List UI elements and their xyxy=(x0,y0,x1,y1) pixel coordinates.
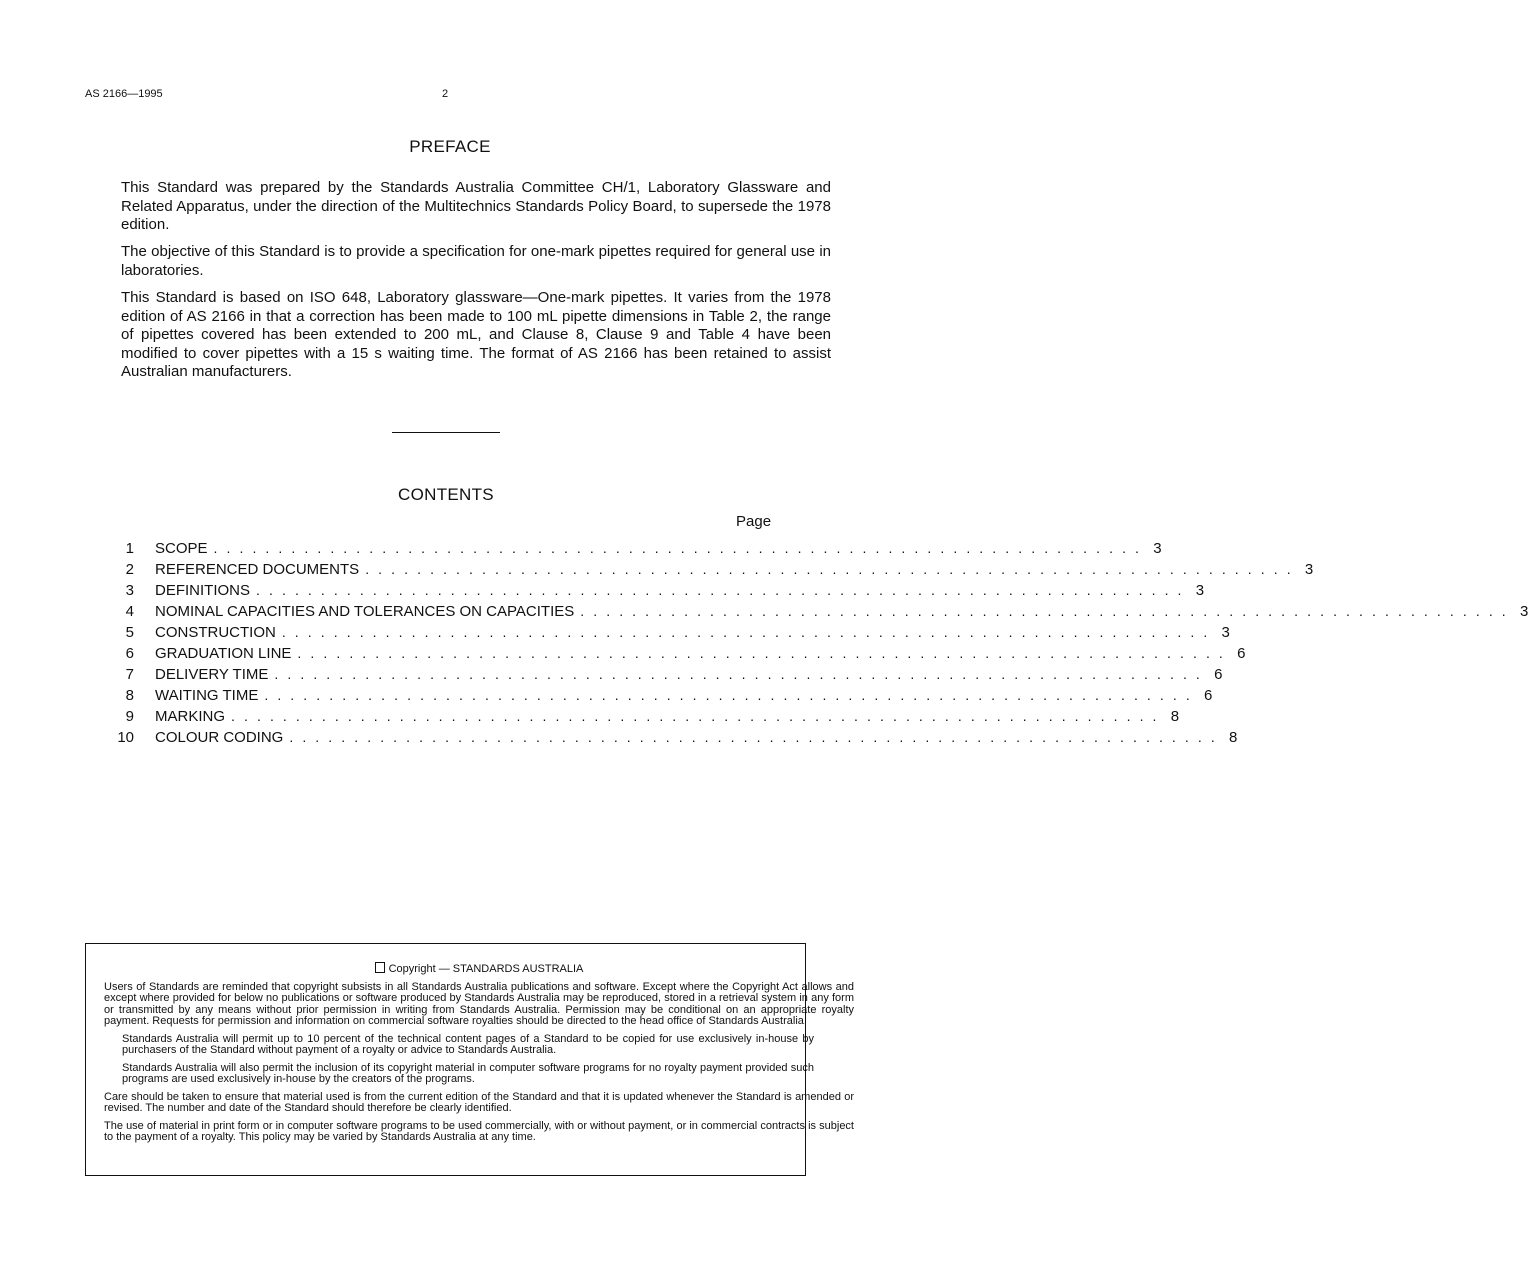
toc-title: GRADUATION LINE xyxy=(155,645,292,662)
copyright-paragraph: The use of material in print form or in computer software programs to be used commercially, with or without payment, or in commercial contracts is subject to the payment of a royalty. This policy may be varied by Standards Australia at any time. xyxy=(104,1119,854,1143)
toc-entry-definitions[interactable] xyxy=(110,582,1205,603)
toc-number: 2 xyxy=(125,561,134,578)
toc-page: 3 xyxy=(1519,603,1528,620)
toc-leader-dots: . . . . . . . . . . . . . . . . . . . . . . . . . . . . . . . . . . . . . . . . . . . . . . . . . . . . . . . . . . . . . . . . . . . . . . . . xyxy=(580,603,1509,619)
toc-entry-graduation-line[interactable] xyxy=(110,645,1246,666)
copyright-notice-box xyxy=(85,943,854,1176)
toc-entry-waiting-time[interactable] xyxy=(110,687,1213,708)
toc-title: DELIVERY TIME xyxy=(155,666,269,683)
header-standard-ref: AS 2166—1995 xyxy=(85,88,163,100)
toc-entry-construction[interactable] xyxy=(110,624,1230,645)
toc-leader-dots: . . . . . . . . . . . . . . . . . . . . . . . . . . . . . . . . . . . . . . . . . . . . . . . . . . . . . . . . . . . . . . . . . . . . . . . . xyxy=(213,540,1142,556)
toc-page: 3 xyxy=(1221,624,1230,641)
contents-page-label: Page xyxy=(736,513,772,530)
toc-number: 10 xyxy=(117,729,134,746)
header-page-number: 2 xyxy=(442,88,449,100)
toc-number: 3 xyxy=(125,582,134,599)
section-divider xyxy=(392,432,500,433)
toc-number: 1 xyxy=(125,540,134,557)
toc-entry-delivery-time[interactable] xyxy=(110,666,1223,687)
preface-paragraph: This Standard is based on ISO 648, Laboratory glassware—One-mark pipettes. It varies from the 1978 edition of AS 2166 in that a correction has been made to 100 mL pipette dimensions in Table 2, the range of pipettes covered has been extended to 200 mL, and Clause 8, Clause 9 and Table 4 have been modified to cover pipettes with a 15 s waiting time. The format of AS 2166 has been retained to assist Australian manufacturers. xyxy=(121,289,831,380)
table-of-contents xyxy=(110,540,1528,750)
preface-paragraph: This Standard was prepared by the Standards Australia Committee CH/1, Laboratory Glassware and Related Apparatus, under the direction of the Multitechnics Standards Policy Board, to supersede the 1978 edition. xyxy=(121,179,831,233)
copyright-notice-content xyxy=(104,962,854,1150)
toc-title: SCOPE xyxy=(155,540,208,557)
toc-leader-dots: . . . . . . . . . . . . . . . . . . . . . . . . . . . . . . . . . . . . . . . . . . . . . . . . . . . . . . . . . . . . . . . . . . . . . . . . xyxy=(297,645,1226,661)
toc-page: 6 xyxy=(1204,687,1213,704)
toc-title: WAITING TIME xyxy=(155,687,259,704)
toc-title: CONSTRUCTION xyxy=(155,624,276,641)
copyright-heading-text: Copyright — STANDARDS AUSTRALIA xyxy=(388,963,584,975)
toc-leader-dots: . . . . . . . . . . . . . . . . . . . . . . . . . . . . . . . . . . . . . . . . . . . . . . . . . . . . . . . . . . . . . . . . . . . . . . . . xyxy=(264,687,1193,703)
toc-page: 6 xyxy=(1214,666,1223,683)
copyright-paragraph: Standards Australia will also permit the inclusion of its copyright material in computer software programs for no royalty payment provided such programs are used exclusively in-house by the creators of the programs. xyxy=(122,1061,814,1085)
toc-leader-dots: . . . . . . . . . . . . . . . . . . . . . . . . . . . . . . . . . . . . . . . . . . . . . . . . . . . . . . . . . . . . . . . . . . . . . . . . xyxy=(365,561,1294,577)
toc-page: 8 xyxy=(1170,708,1180,725)
toc-leader-dots: . . . . . . . . . . . . . . . . . . . . . . . . . . . . . . . . . . . . . . . . . . . . . . . . . . . . . . . . . . . . . . . . . . . . . . . . xyxy=(231,708,1160,724)
toc-leader-dots: . . . . . . . . . . . . . . . . . . . . . . . . . . . . . . . . . . . . . . . . . . . . . . . . . . . . . . . . . . . . . . . . . . . . . . . . xyxy=(281,624,1210,640)
preface-paragraph: The objective of this Standard is to provide a specification for one-mark pipettes required for general use in laboratories. xyxy=(121,243,831,279)
toc-number: 4 xyxy=(125,603,134,620)
toc-page: 3 xyxy=(1153,540,1162,557)
preface-title: PREFACE xyxy=(409,137,491,156)
toc-page: 6 xyxy=(1237,645,1246,662)
toc-leader-dots: . . . . . . . . . . . . . . . . . . . . . . . . . . . . . . . . . . . . . . . . . . . . . . . . . . . . . . . . . . . . . . . . . . . . . . . . xyxy=(256,582,1185,598)
toc-title: NOMINAL CAPACITIES AND TOLERANCES ON CAPACITIES xyxy=(155,603,575,620)
copyright-paragraph: Standards Australia will permit up to 10 percent of the technical content pages of a Standard to be copied for use exclusively in-house by purchasers of the Standard without payment of a royalty or advice to Standards Australia. xyxy=(122,1032,814,1056)
toc-entry-scope[interactable] xyxy=(110,540,1162,561)
copyright-heading xyxy=(104,962,854,976)
toc-entry-referenced-documents[interactable] xyxy=(110,561,1314,582)
copyright-paragraph: Care should be taken to ensure that material used is from the current edition of the Standard and that it is updated whenever the Standard is amended or revised. The number and date of the Standard should therefore be clearly identified. xyxy=(104,1090,854,1114)
toc-number: 9 xyxy=(125,708,134,725)
toc-entry-colour-coding[interactable] xyxy=(110,729,1238,750)
contents-title: CONTENTS xyxy=(398,485,494,504)
toc-leader-dots: . . . . . . . . . . . . . . . . . . . . . . . . . . . . . . . . . . . . . . . . . . . . . . . . . . . . . . . . . . . . . . . . . . . . . . . . xyxy=(274,666,1203,682)
toc-title: MARKING xyxy=(155,708,226,725)
toc-title: DEFINITIONS xyxy=(155,582,251,599)
toc-number: 7 xyxy=(125,666,134,683)
copyright-symbol-icon xyxy=(375,962,385,973)
copyright-paragraph: Users of Standards are reminded that copyright subsists in all Standards Australia publications and software. Except where the Copyright Act allows and except where provided for below no publications or software produced by Standards Australia may be reproduced, stored in a retrieval system in any form or transmitted by any means without prior permission in writing from Standards Australia. Permission may be conditional on an appropriate royalty payment. Requests for permission and information on commercial software royalties should be directed to the head office of Standards Australia. xyxy=(104,980,854,1027)
toc-number: 6 xyxy=(125,645,134,662)
toc-page: 3 xyxy=(1195,582,1205,599)
toc-page: 3 xyxy=(1304,561,1314,578)
toc-number: 5 xyxy=(125,624,134,641)
toc-leader-dots: . . . . . . . . . . . . . . . . . . . . . . . . . . . . . . . . . . . . . . . . . . . . . . . . . . . . . . . . . . . . . . . . . . . . . . . . xyxy=(289,729,1218,745)
toc-page: 8 xyxy=(1229,729,1238,746)
toc-entry-nominal-capacities[interactable] xyxy=(110,603,1528,624)
toc-title: REFERENCED DOCUMENTS xyxy=(155,561,360,578)
toc-title: COLOUR CODING xyxy=(155,729,284,746)
toc-number: 8 xyxy=(125,687,134,704)
toc-entry-marking[interactable] xyxy=(110,708,1180,729)
